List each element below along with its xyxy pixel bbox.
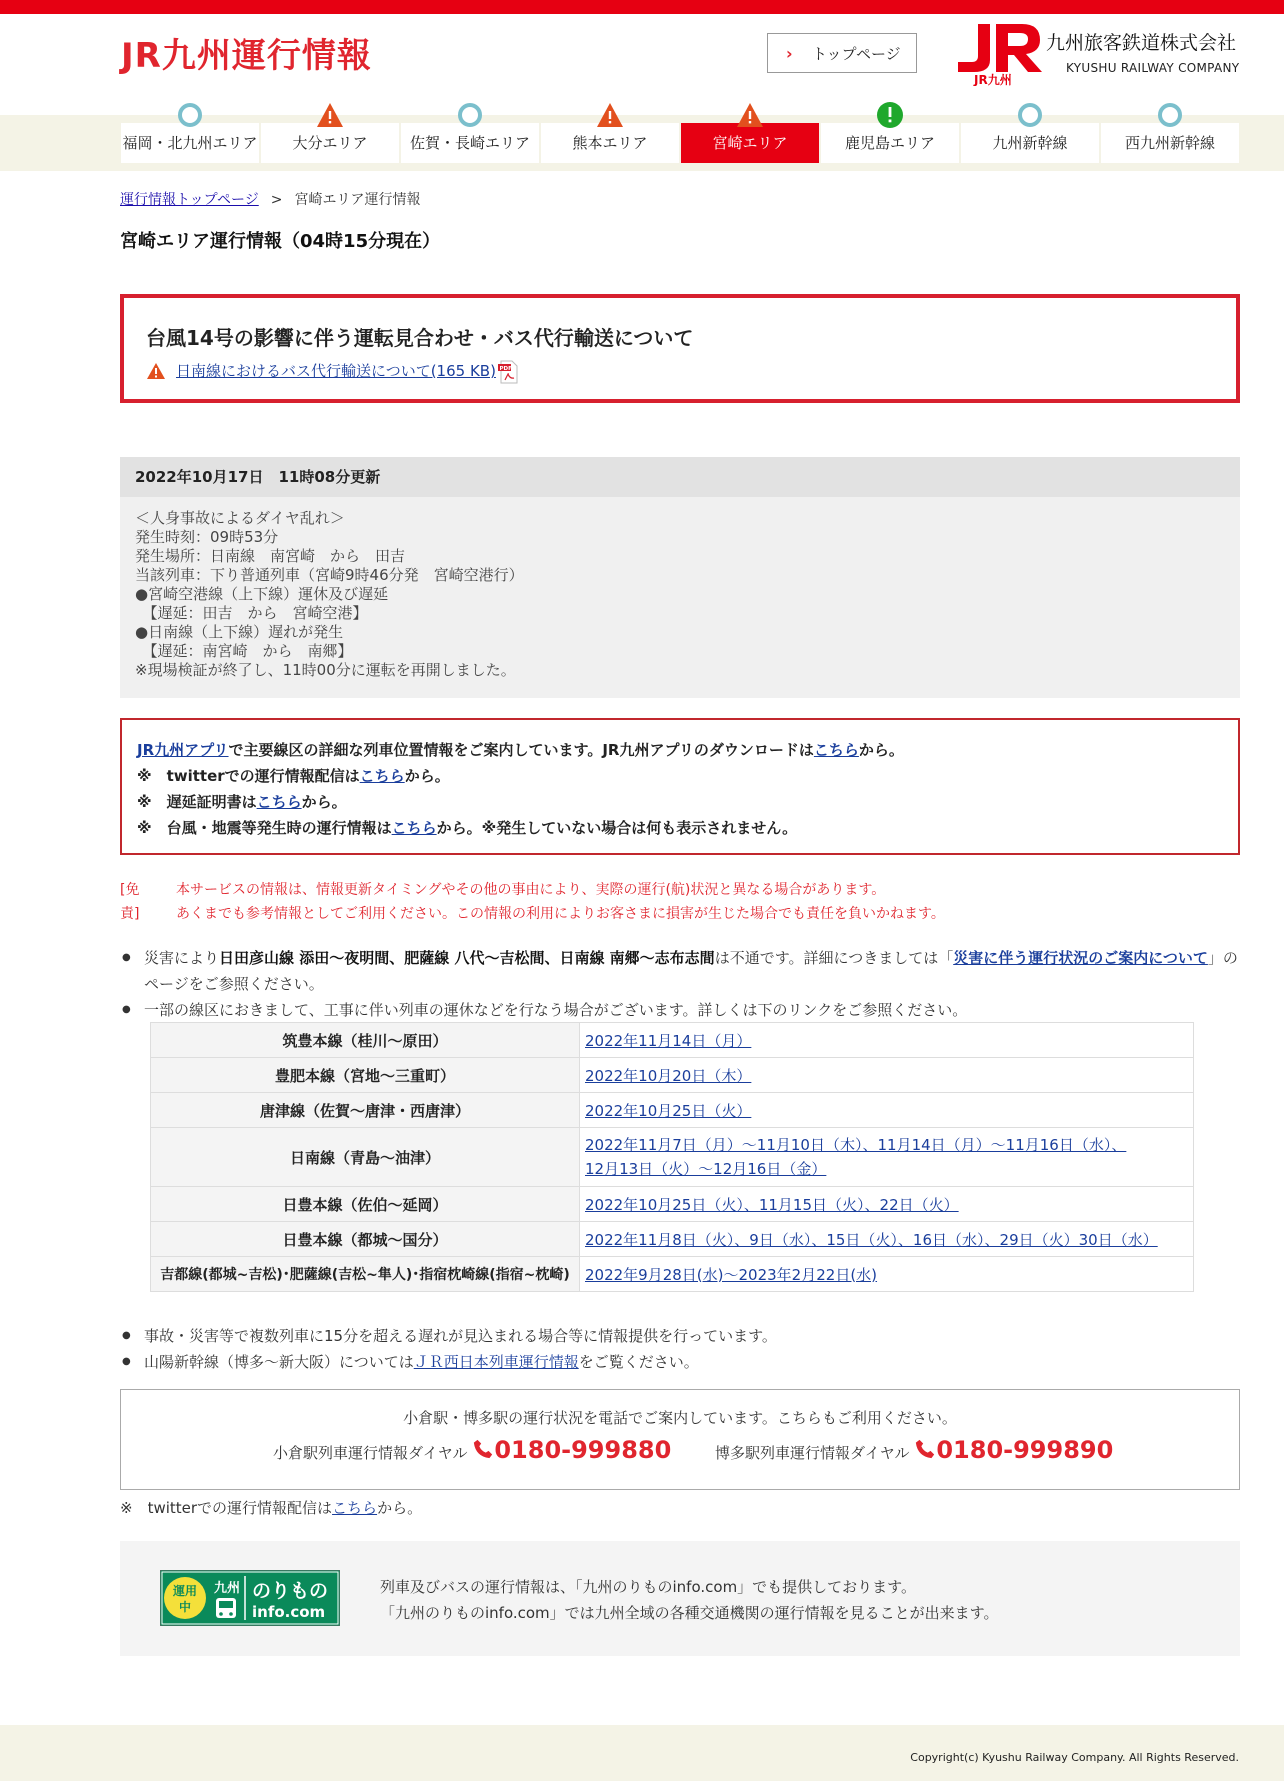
work-dates-link[interactable]: 12月13日（火）～12月16日（金）	[585, 1160, 827, 1178]
work-dates-link[interactable]: 2022年11月8日（火）、9日（水）、15日（火）、16日（水）、29日（火）30日（水）	[585, 1230, 1158, 1249]
table-row	[151, 1093, 1194, 1128]
table-row	[151, 1187, 1194, 1222]
update-line: 【遅延：田吉 から 宮崎空港】	[135, 604, 368, 622]
notice-text: は不通です。詳細につきましては「	[714, 949, 954, 967]
logo-badge-top: 運用	[172, 1584, 198, 1598]
list-item	[120, 1323, 1240, 1349]
warning-status-icon	[596, 101, 624, 129]
nav-item-kumamoto[interactable]	[541, 123, 679, 163]
nav-item-label: 熊本エリア	[572, 134, 648, 152]
line-name-cell: 日豊本線（都城～国分）	[151, 1222, 580, 1257]
list-item	[120, 1349, 1240, 1375]
disaster-info-link[interactable]: こちら	[391, 819, 437, 837]
breadcrumb-separator: >	[270, 192, 283, 208]
notice-text: 山陽新幹線（博多～新大阪）については	[144, 1353, 414, 1371]
app-line-text: から。	[858, 741, 904, 759]
update-line: ●日南線（上下線）遅れが発生	[135, 623, 344, 641]
normal-status-icon	[1016, 101, 1044, 129]
warning-icon	[146, 362, 166, 380]
breadcrumb-current: 宮崎エリア運行情報	[294, 192, 421, 208]
notice-text: をご覧ください。	[578, 1353, 699, 1371]
company-name-jp: 九州旅客鉄道株式会社	[1046, 32, 1237, 54]
norimono-text	[380, 1574, 998, 1626]
pdf-icon	[496, 360, 520, 384]
breadcrumb-home-link[interactable]: 運行情報トップページ	[120, 192, 259, 208]
nav-item-kagoshima[interactable]	[821, 123, 959, 163]
disclaimer-line: あくまでも参考情報としてご利用ください。この情報の利用によりお客さまに損害が生じた場合でも責任を負いかねます。	[176, 906, 945, 922]
disclaimer-tag: [免責]	[120, 882, 140, 922]
line-name-cell: 唐津線（佐賀～唐津・西唐津）	[151, 1093, 580, 1128]
dates-cell	[580, 1257, 1194, 1292]
twitter-note-text: から。	[377, 1499, 423, 1517]
list-item	[120, 997, 1240, 1023]
warning-status-icon	[736, 101, 764, 129]
logo-area-text: 九州	[214, 1581, 241, 1596]
phone-icon	[914, 1438, 936, 1460]
page-title: 宮崎エリア運行情報（04時15分現在）	[120, 231, 441, 252]
top-page-button[interactable]	[767, 33, 917, 73]
notice-text: 」のページをご参照ください。	[144, 949, 1238, 993]
chevron-right-icon: ›	[786, 44, 793, 63]
work-dates-link[interactable]: 2022年11月14日（月）	[585, 1031, 752, 1050]
twitter-line-text: ※ twitterでの運行情報配信は	[137, 767, 360, 785]
app-info-box	[120, 718, 1240, 855]
twitter-note-link[interactable]: こちら	[332, 1499, 378, 1517]
work-dates-link[interactable]: 2022年11月7日（月）～11月10日（木）、11月14日（月）～11月16日（水）、	[585, 1136, 1127, 1154]
app-download-link[interactable]: こちら	[813, 741, 859, 759]
nav-item-label: 宮崎エリア	[712, 134, 788, 152]
phone-info-box	[120, 1389, 1240, 1490]
normal-status-icon	[1156, 101, 1184, 129]
update-line: ※現場検証が終了し、11時00分に運転を再開しました。	[135, 661, 516, 679]
table-row	[151, 1058, 1194, 1093]
table-row	[151, 1128, 1194, 1187]
update-line: ●宮崎空港線（上下線）運休及び遅延	[135, 585, 389, 603]
delay-cert-text: ※ 遅延証明書は	[137, 793, 257, 811]
line-name-cell: 筑豊本線（桂川～原田）	[151, 1023, 580, 1058]
twitter-line	[137, 763, 1223, 789]
disaster-line-text: ※ 台風・地震等発生時の運行情報は	[137, 819, 392, 837]
copyright: Copyright(c) Kyushu Railway Company. All Rights Reserved.	[910, 1751, 1239, 1764]
twitter-link[interactable]: こちら	[359, 767, 405, 785]
normal-status-icon	[456, 101, 484, 129]
area-nav	[121, 123, 1239, 163]
notice-text: 事故・災害等で複数列車に15分を超える遅れが見込まれる場合等に情報提供を行っています。	[144, 1327, 777, 1345]
notice-text: 一部の線区におきまして、工事に伴い列車の運休などを行なう場合がございます。詳しくは下のリンクをご参照ください。	[144, 1001, 968, 1019]
line-name-cell: 日南線（青島～油津）	[151, 1128, 580, 1187]
disaster-line-text: から。※発生していない場合は何も表示されません。	[436, 819, 798, 837]
dates-cell	[580, 1222, 1194, 1257]
incident-update-box	[120, 457, 1240, 698]
notice-text: 災害により	[144, 949, 220, 967]
nav-item-fukuoka[interactable]	[121, 123, 259, 163]
disaster-status-link[interactable]: 災害に伴う運行状況のご案内について	[953, 949, 1208, 967]
info-status-icon	[876, 101, 904, 129]
norimono-info-logo[interactable]	[160, 1570, 340, 1626]
logo-main-text: のりもの	[252, 1580, 329, 1602]
update-line: 発生時刻：09時53分	[135, 528, 279, 546]
dates-cell	[580, 1093, 1194, 1128]
line-name-cell: 吉都線(都城~吉松)･肥薩線(吉松~隼人)･指宿枕崎線(指宿~枕崎)	[151, 1257, 580, 1292]
work-dates-link[interactable]: 2022年10月25日（火）、11月15日（火）、22日（火）	[585, 1195, 959, 1214]
update-body	[120, 497, 1240, 692]
norimono-line: 列車及びバスの運行情報は、「九州のりものinfo.com」でも提供しております。	[380, 1578, 916, 1596]
nav-item-miyazaki[interactable]	[681, 123, 819, 163]
twitter-line-text: から。	[404, 767, 450, 785]
delay-certificate-link[interactable]: こちら	[256, 793, 302, 811]
app-line-text: で主要線区の詳細な列車位置情報をご案内しています。JR九州アプリのダウンロードは	[228, 741, 814, 759]
bus-substitute-pdf-link[interactable]: 日南線におけるバス代行輸送について(165 KB)	[176, 362, 496, 380]
logo-badge-bottom: 中	[178, 1600, 192, 1614]
nav-item-label: 鹿児島エリア	[844, 134, 935, 152]
work-dates-link[interactable]: 2022年9月28日(水)～2023年2月22日(水)	[585, 1265, 878, 1284]
update-line: ＜人身事故によるダイヤ乱れ＞	[135, 509, 345, 527]
app-line	[137, 737, 1223, 763]
jr-kyushu-logo[interactable]	[956, 20, 1044, 86]
site-title[interactable]: JR九州運行情報	[121, 36, 372, 76]
nav-item-label: 西九州新幹線	[1124, 134, 1215, 152]
hakata-phone	[715, 1436, 1113, 1464]
kokura-phone-label: 小倉駅列車運行情報ダイヤル	[273, 1444, 468, 1462]
notice-list	[120, 945, 1240, 1023]
update-line: 発生場所：日南線 南宮崎 から 田吉	[135, 547, 406, 565]
table-row	[151, 1257, 1194, 1292]
jr-kyushu-app-link[interactable]: JR九州アプリ	[137, 741, 229, 759]
work-dates-link[interactable]: 2022年10月25日（火）	[585, 1101, 752, 1120]
twitter-note-text: ※ twitterでの運行情報配信は	[120, 1499, 333, 1517]
twitter-note	[120, 1497, 422, 1519]
warning-status-icon	[316, 101, 344, 129]
disaster-line	[137, 815, 1223, 841]
hakata-phone-number[interactable]: 0180-999890	[936, 1436, 1114, 1464]
nav-item-kyushu-shinkansen[interactable]	[961, 123, 1099, 163]
hakata-phone-label: 博多駅列車運行情報ダイヤル	[715, 1444, 910, 1462]
list-item	[120, 945, 1240, 997]
phone-intro: 小倉駅・博多駅の運行状況を電話でご案内しています。こちらもご利用ください。	[403, 1409, 957, 1427]
construction-table	[150, 1022, 1194, 1292]
notice-list-2	[120, 1323, 1240, 1375]
nav-item-label: 佐賀・長崎エリア	[409, 134, 530, 152]
table-row	[151, 1023, 1194, 1058]
jr-west-info-link[interactable]: ＪＲ西日本列車運行情報	[413, 1353, 579, 1371]
company-name-en: KYUSHU RAILWAY COMPANY	[1066, 61, 1240, 75]
nav-item-label: 福岡・北九州エリア	[122, 134, 258, 152]
update-line: 当該列車：下り普通列車（宮崎9時46分発 宮崎空港行）	[135, 566, 524, 584]
alert-title: 台風14号の影響に伴う運転見合わせ・バス代行輸送について	[146, 326, 694, 350]
breadcrumb	[120, 190, 420, 210]
logo-sub-text: JR九州	[974, 73, 1012, 86]
logo-domain-text: info.com	[252, 1603, 326, 1621]
norimono-info-box	[120, 1541, 1240, 1656]
top-accent-bar	[0, 0, 1284, 14]
dates-cell	[580, 1187, 1194, 1222]
line-name-cell: 豊肥本線（宮地～三重町）	[151, 1058, 580, 1093]
kokura-phone	[273, 1436, 671, 1464]
disclaimer-line: 本サービスの情報は、情報更新タイミングやその他の事由により、実際の運行(航)状況と異なる場合があります。	[176, 882, 886, 898]
nav-item-label: 九州新幹線	[992, 134, 1068, 152]
normal-status-icon	[176, 101, 204, 129]
dates-cell	[580, 1128, 1194, 1187]
phone-icon	[472, 1438, 494, 1460]
dates-cell	[580, 1058, 1194, 1093]
top-page-button-label: トップページ	[812, 45, 901, 63]
table-row	[151, 1222, 1194, 1257]
delay-cert-text: から。	[301, 793, 347, 811]
suspended-lines-text: 日田彦山線 添田～夜明間、肥薩線 八代～吉松間、日南線 南郷～志布志間	[219, 949, 715, 967]
dates-cell	[580, 1023, 1194, 1058]
nav-item-saga-nagasaki[interactable]	[401, 123, 539, 163]
delay-cert-line	[137, 789, 1223, 815]
svg-text:PDF: PDF	[499, 366, 512, 372]
nav-item-label: 大分エリア	[292, 134, 368, 152]
footer	[0, 1725, 1284, 1781]
typhoon-alert-box	[120, 294, 1240, 403]
nav-item-nishikyushu-shinkansen[interactable]	[1101, 123, 1239, 163]
norimono-line: 「九州のりものinfo.com」では九州全域の各種交通機関の運行情報を見ることが出来ます。	[380, 1604, 999, 1622]
kokura-phone-number[interactable]: 0180-999880	[494, 1436, 672, 1464]
update-line: 【遅延：南宮崎 から 南郷】	[135, 642, 353, 660]
update-timestamp: 2022年10月17日 11時08分更新	[120, 457, 1240, 497]
nav-item-oita[interactable]	[261, 123, 399, 163]
work-dates-link[interactable]: 2022年10月20日（木）	[585, 1066, 752, 1085]
line-name-cell: 日豊本線（佐伯～延岡）	[151, 1187, 580, 1222]
